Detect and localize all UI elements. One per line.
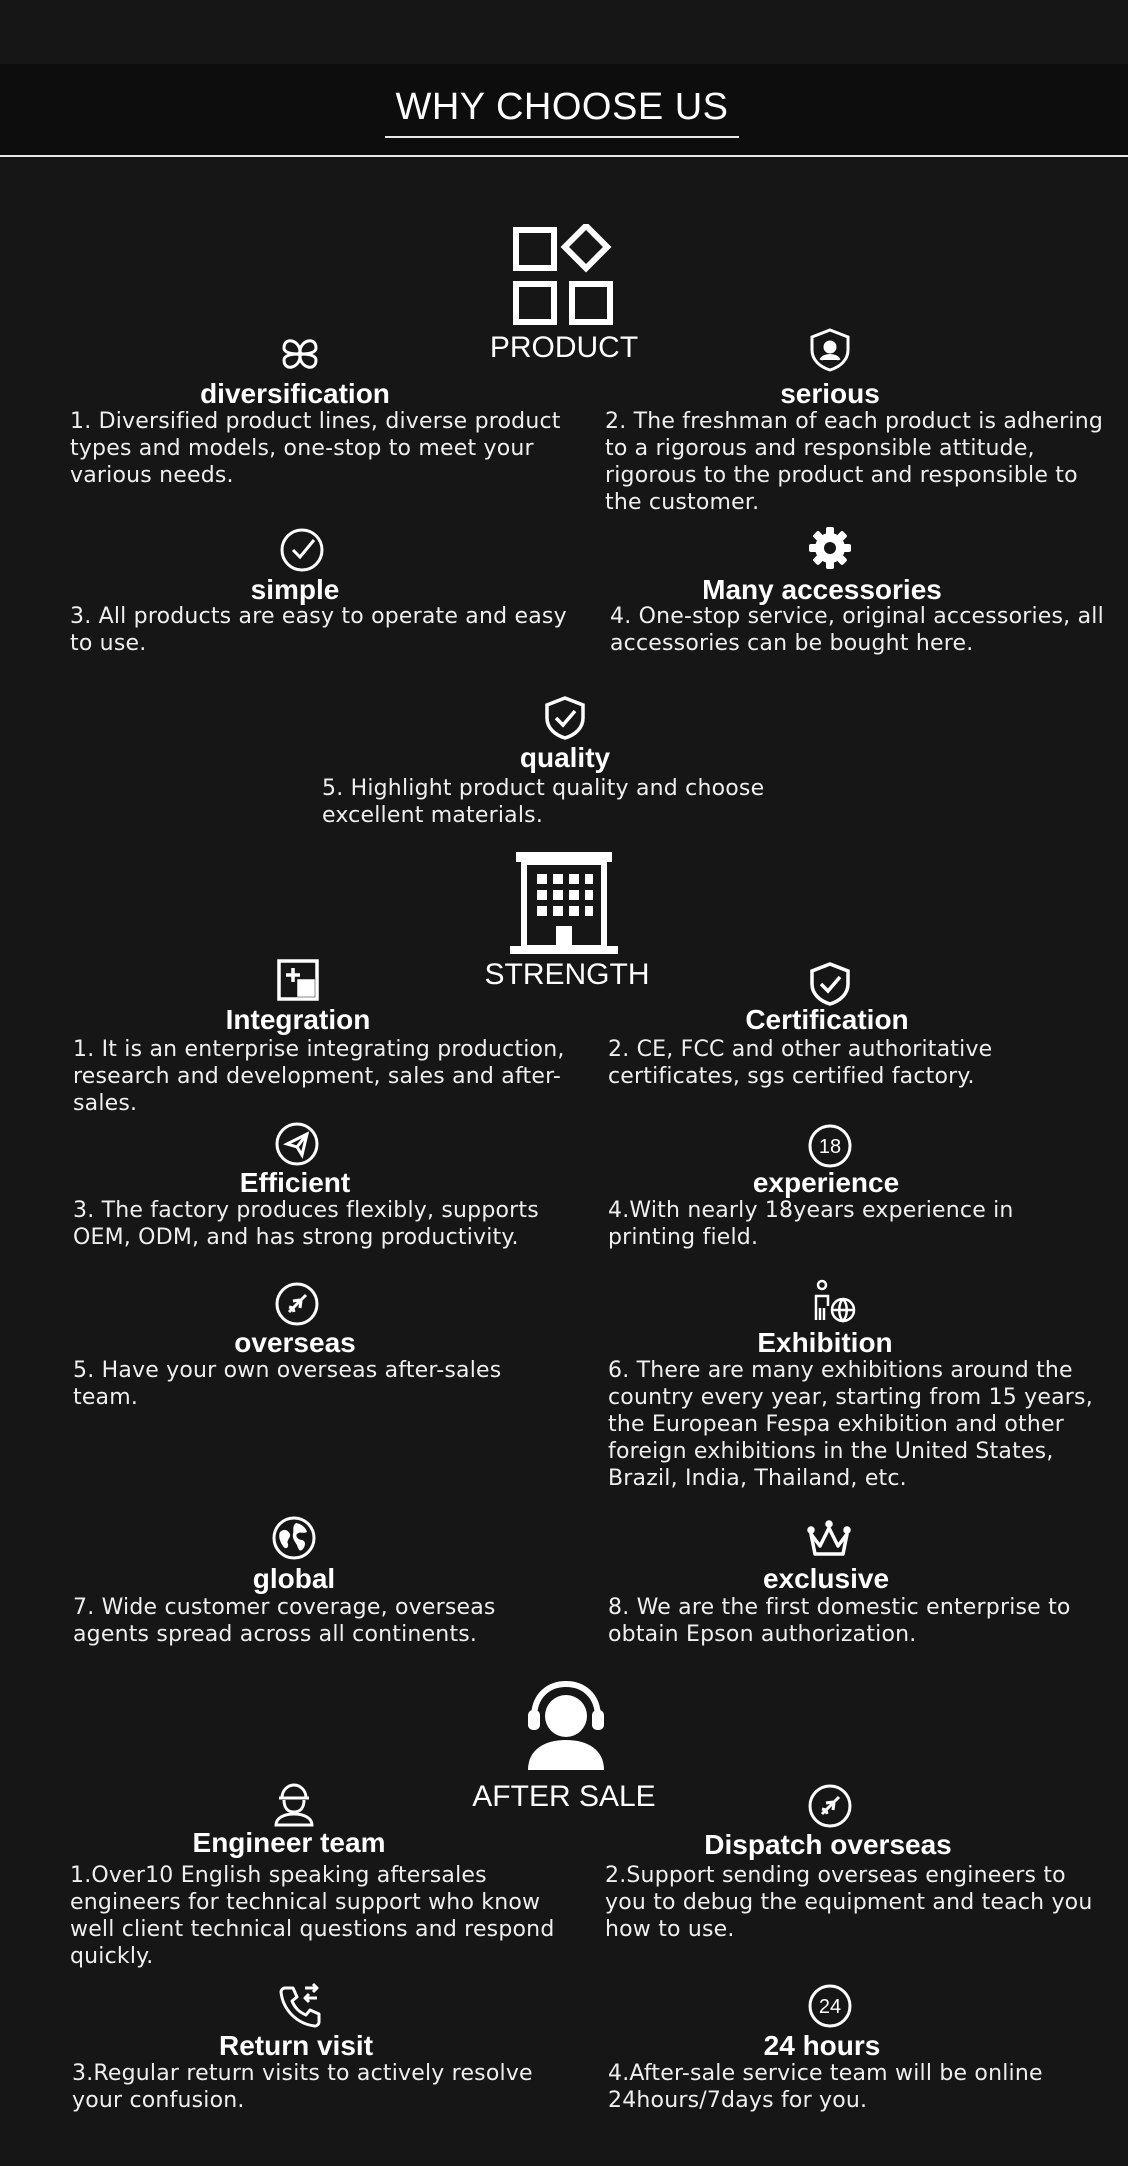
globe-icon xyxy=(270,1514,318,1562)
item-desc-exclusive: 8. We are the first domestic enterprise to obtain Epson authorization. xyxy=(608,1595,1071,1647)
airplane-icon xyxy=(273,1280,321,1328)
item-desc-integration: 1. It is an enterprise integrating production, research and development, sales and after-sales. xyxy=(73,1037,565,1116)
item-title-return-visit: Return visit xyxy=(218,2030,374,2061)
crown-icon xyxy=(805,1516,853,1564)
person-globe-icon xyxy=(812,1278,860,1326)
experience-badge-text: 18 xyxy=(818,1136,842,1158)
integration-icon xyxy=(274,956,322,1004)
item-title-efficient: Efficient xyxy=(239,1167,351,1198)
aftersale-section-label: AFTER SALE xyxy=(472,1780,656,1813)
item-desc-experience: 4.With nearly 18years experience in printing field. xyxy=(608,1198,1014,1250)
item-desc-diversification: 1. Diversified product lines, diverse product types and models, one-stop to meet your various needs. xyxy=(70,409,561,488)
item-desc-serious: 2. The freshman of each product is adhering to a rigorous and responsible attitude, rigorous to the product and responsible to the customer. xyxy=(605,409,1104,515)
item-desc-overseas: 5. Have your own overseas after-sales team. xyxy=(73,1358,502,1410)
item-title-24-hours: 24 hours xyxy=(763,2030,881,2061)
item-desc-many-accessories: 4. One-stop service, original accessories, all accessories can be bought here. xyxy=(610,604,1104,656)
page-title: WHY CHOOSE US xyxy=(385,84,739,138)
phone-callback-icon xyxy=(277,1982,325,2030)
gear-icon xyxy=(806,524,854,572)
item-title-certification: Certification xyxy=(745,1004,909,1035)
item-title-diversification: diversification xyxy=(200,378,390,409)
item-title-simple: simple xyxy=(250,574,340,605)
item-title-engineer-team: Engineer team xyxy=(192,1827,386,1858)
item-desc-certification: 2. CE, FCC and other authoritative certificates, sgs certified factory. xyxy=(608,1037,993,1089)
item-desc-return-visit: 3.Regular return visits to actively resolve your confusion. xyxy=(72,2061,533,2113)
item-desc-exhibition: 6. There are many exhibitions around the country every year, starting from 15 years, the European Fespa exhibition and other foreign exhibitions in the United States, Brazil, India, Thailand, etc. xyxy=(608,1358,1093,1491)
item-desc-efficient: 3. The factory produces flexibly, supports OEM, ODM, and has strong productivity. xyxy=(73,1198,539,1250)
item-title-exhibition: Exhibition xyxy=(757,1327,893,1358)
paper-plane-icon xyxy=(273,1120,321,1168)
banner-bottom-rule xyxy=(0,155,1128,157)
item-title-integration: Integration xyxy=(225,1004,371,1035)
item-desc-dispatch-overseas: 2.Support sending overseas engineers to you to debug the equipment and teach you how to use. xyxy=(605,1863,1093,1942)
item-title-many-accessories: Many accessories xyxy=(702,574,942,605)
item-desc-engineer-team: 1.Over10 English speaking aftersales engineers for technical support who know well client technical questions and respond quickly. xyxy=(70,1863,555,1969)
airplane-circle-icon xyxy=(806,1782,854,1830)
item-title-global: global xyxy=(252,1563,336,1594)
item-desc-quality: 5. Highlight product quality and choose excellent materials. xyxy=(322,776,765,828)
item-title-overseas: overseas xyxy=(234,1327,356,1358)
building-icon xyxy=(510,852,618,956)
check-circle-icon xyxy=(278,526,326,574)
strength-section-label: STRENGTH xyxy=(484,958,650,991)
item-desc-simple: 3. All products are easy to operate and easy to use. xyxy=(70,604,567,656)
product-blocks-icon xyxy=(512,224,616,328)
item-title-exclusive: exclusive xyxy=(762,1563,890,1594)
item-title-quality: quality xyxy=(519,742,611,773)
shield-user-icon xyxy=(806,326,854,374)
hours-badge-text: 24 xyxy=(818,1996,842,2018)
eighteen-badge-icon xyxy=(806,1122,854,1170)
item-title-serious: serious xyxy=(780,378,880,409)
item-desc-24-hours: 4.After-sale service team will be online 24hours/7days for you. xyxy=(608,2061,1043,2113)
item-desc-global: 7. Wide customer coverage, overseas agents spread across all continents. xyxy=(73,1595,496,1647)
engineer-icon xyxy=(270,1780,318,1828)
twenty-four-icon xyxy=(806,1982,854,2030)
headset-support-icon xyxy=(522,1678,610,1770)
shield-check-icon xyxy=(541,694,589,742)
certificate-shield-icon xyxy=(806,960,854,1008)
clover-icon xyxy=(276,330,324,378)
product-section-label: PRODUCT xyxy=(489,331,639,364)
item-title-dispatch-overseas: Dispatch overseas xyxy=(704,1829,952,1860)
item-title-experience: experience xyxy=(752,1167,900,1198)
